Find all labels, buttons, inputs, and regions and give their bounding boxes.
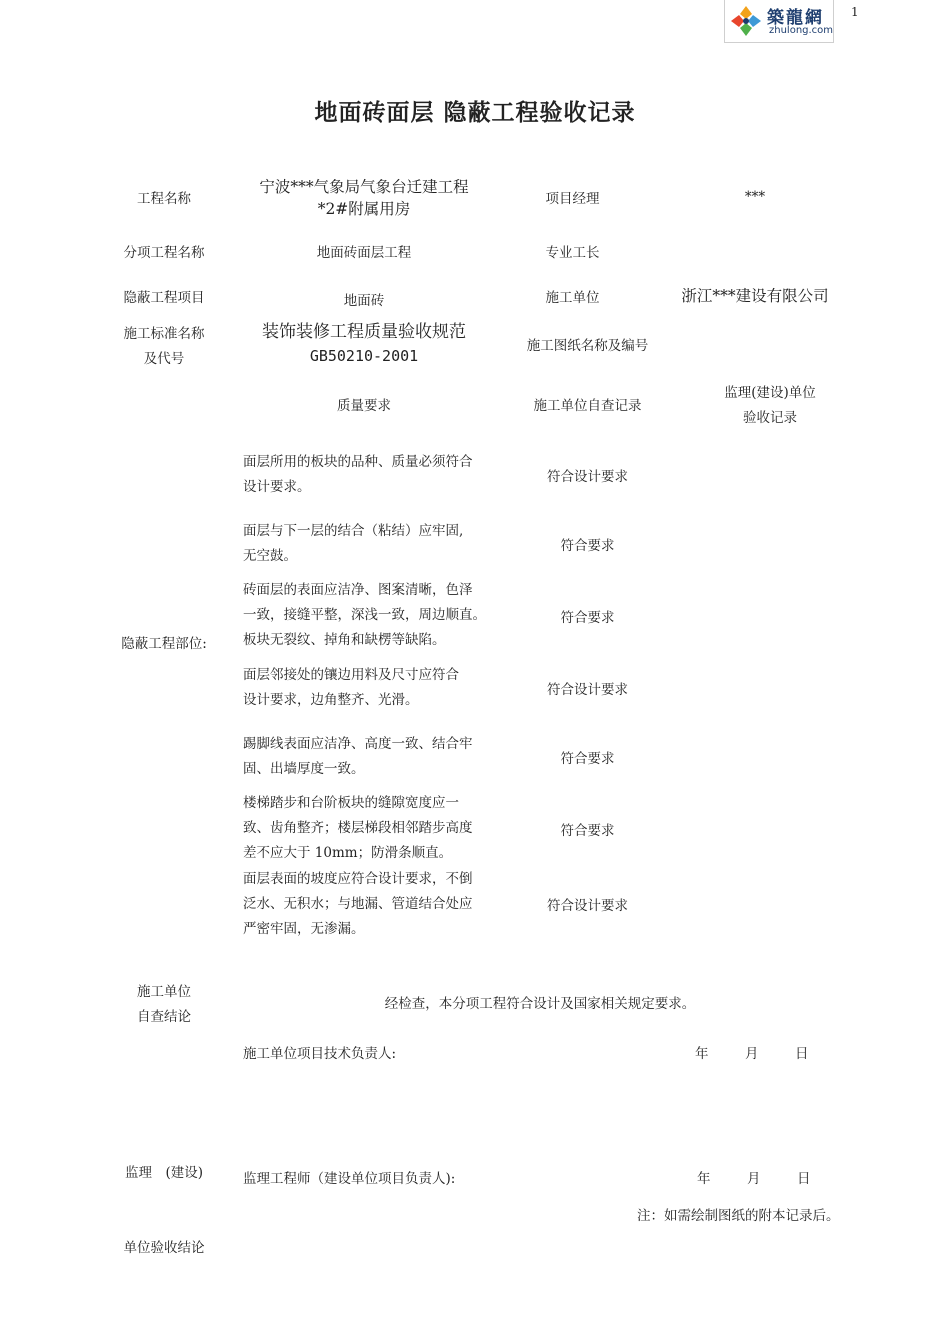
project-name-line-1: 宁波***气象局气象台迁建工程 [259,178,469,196]
requirement-text [243,663,493,713]
project-name-label: 工程名称 [137,191,191,207]
project-name-value [233,176,495,220]
requirement-result: 符合要求 [560,751,615,767]
self-check-header: 施工单位自查记录 [533,398,642,414]
requirement-line: 板块无裂纹、掉角和缺楞等缺陷。 [243,632,446,648]
self-conclusion-label-line-1: 施工单位 [137,984,191,1000]
requirement-line: 面层所用的板块的品种、质量必须符合 [243,454,473,470]
manager-label: 项目经理 [545,191,600,207]
requirement-line: 无空鼓。 [243,548,297,564]
footnote: 注：如需绘制图纸的附本记录后。 [637,1208,840,1224]
date-day: 日 [795,1046,809,1062]
requirement-line: 设计要求。 [243,479,311,495]
drawing-label: 施工图纸名称及编号 [526,338,649,354]
supervision-header [690,381,850,431]
requirement-line: 楼梯踏步和台阶板块的缝隙宽度应一 [243,795,459,811]
foreman-label: 专业工长 [545,245,600,261]
standard-label-line-2: 及代号 [143,351,185,367]
manager-value: *** [744,189,766,205]
requirement-text [243,791,493,866]
standard-label [100,322,228,372]
requirement-line: 一致，接缝平整，深浅一致，周边顺直。 [243,607,486,623]
requirement-text [243,867,493,942]
date-year: 年 [695,1046,709,1062]
supervision-conclusion-label-line-1: 监理 (建设) [124,1165,204,1181]
standard-code: GB50210-2001 [309,347,419,365]
logo-mark-icon [729,4,763,38]
logo-domain-text: zhulong.com [769,25,834,36]
requirement-result: 符合设计要求 [547,682,628,698]
hidden-item-label: 隐蔽工程项目 [123,290,205,306]
self-conclusion-label-line-2: 自查结论 [137,1009,191,1025]
subitem-label: 分项工程名称 [123,245,205,261]
tech-leader-label: 施工单位项目技术负责人: [243,1046,397,1062]
requirement-line: 致、齿角整齐；楼层梯段相邻踏步高度 [243,820,473,836]
requirement-line: 面层与下一层的结合（粘结）应牢固, [243,523,464,539]
date-month: 月 [747,1171,761,1187]
requirement-result: 符合要求 [560,538,615,554]
supervision-conclusion-label-line-2: 单位验收结论 [123,1240,205,1256]
requirement-result: 符合要求 [560,610,615,626]
requirement-text [243,450,493,500]
requirement-text [243,519,493,569]
requirement-result: 符合设计要求 [547,469,628,485]
requirement-text [243,732,493,782]
standard-label-line-1: 施工标准名称 [123,326,205,342]
date-day: 日 [797,1171,811,1187]
contractor-label: 施工单位 [545,290,600,306]
self-conclusion-text: 经检查，本分项工程符合设计及国家相关规定要求。 [384,996,696,1012]
requirement-line: 设计要求，边角整齐、光滑。 [243,692,419,708]
requirement-line: 踢脚线表面应洁净、高度一致、结合牢 [243,736,473,752]
quality-header: 质量要求 [337,398,391,414]
subitem-value: 地面砖面层工程 [316,245,412,261]
date-month: 月 [745,1046,759,1062]
document-title: 地面砖面层 隐蔽工程验收记录 [314,100,636,126]
supervision-conclusion-label [100,1111,228,1286]
requirement-line: 泛水、无积水；与地漏、管道结合处应 [243,896,473,912]
project-name-line-2: *2#附属用房 [317,200,411,218]
requirement-line: 砖面层的表面应洁净、图案清晰，色泽 [243,582,473,598]
requirement-line: 面层邻接处的镶边用料及尺寸应符合 [243,667,459,683]
supervision-header-line-1: 监理(建设)单位 [724,385,816,401]
requirement-line: 固、出墙厚度一致。 [243,761,365,777]
date-year: 年 [697,1171,711,1187]
requirement-text [243,578,493,653]
logo-chinese-text: 築龍網 [767,8,824,28]
hidden-item-value: 地面砖 [343,293,385,309]
requirement-result: 符合要求 [560,823,615,839]
page-number: 1 [851,5,859,19]
standard-name: 装饰装修工程质量验收规范 [262,322,466,342]
hidden-location-label: 隐蔽工程部位: [121,636,207,652]
requirement-line: 严密牢固，无渗漏。 [243,921,365,937]
requirement-line: 面层表面的坡度应符合设计要求，不倒 [243,871,473,887]
supervision-header-line-2: 验收记录 [743,410,797,426]
self-conclusion-label [100,980,228,1030]
standard-value [233,320,495,368]
requirement-result: 符合设计要求 [547,898,628,914]
engineer-label: 监理工程师（建设单位项目负责人): [243,1171,456,1187]
zhulong-logo [724,0,834,43]
requirement-line: 差不应大于 10mm；防滑条顺直。 [243,845,453,861]
contractor-value: 浙江***建设有限公司 [681,287,829,305]
